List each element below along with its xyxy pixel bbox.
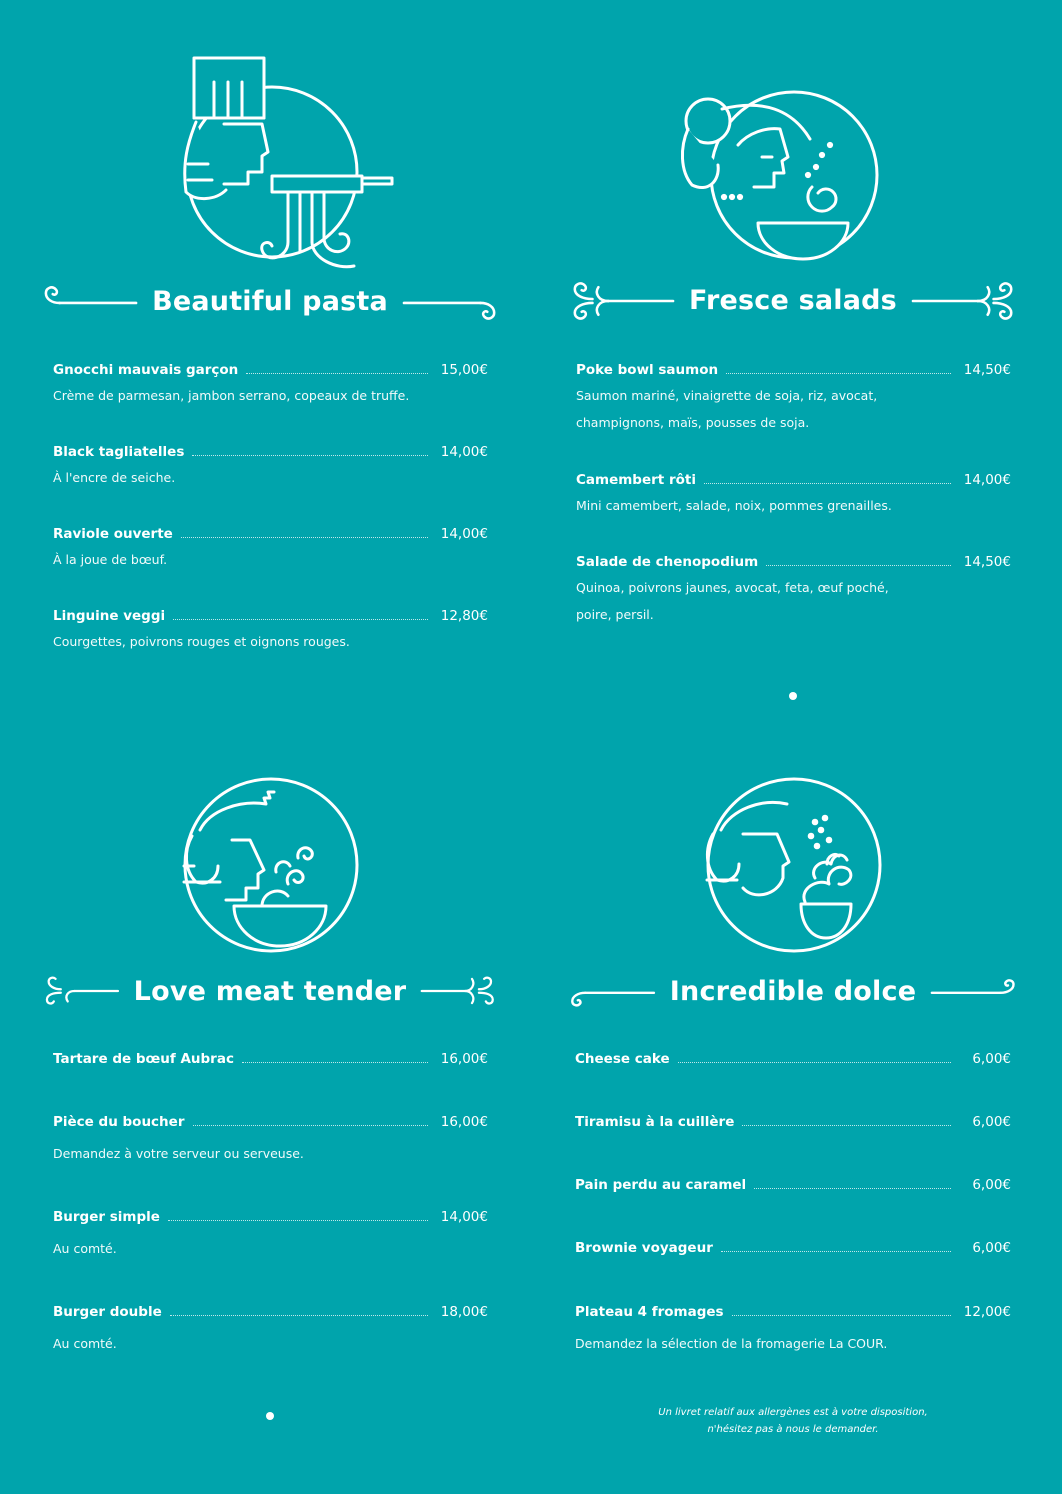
item-description: À la joue de bœuf. [53, 552, 168, 567]
bearded-man-dessert-icon [703, 774, 885, 956]
dotted-leader [181, 536, 428, 538]
menu-item [53, 526, 488, 608]
item-price: 6,00€ [972, 1240, 1011, 1256]
page-dot [789, 692, 797, 700]
menu-item [575, 1240, 1011, 1304]
item-name: Camembert rôti [576, 472, 696, 488]
dotted-leader [173, 618, 428, 620]
item-description: Au comté. [53, 1336, 117, 1351]
item-name: Linguine veggi [53, 608, 166, 624]
item-price: 14,00€ [963, 472, 1011, 488]
item-price: 14,00€ [440, 1209, 488, 1225]
item-price: 12,80€ [440, 608, 488, 624]
menu-list-salads [576, 362, 1011, 664]
item-price: 16,00€ [440, 1114, 488, 1130]
section-title: Beautiful pasta [152, 285, 388, 317]
item-price: 18,00€ [440, 1304, 488, 1320]
item-description: À l'encre de seiche. [53, 470, 176, 485]
item-description: Quinoa, poivrons jaunes, avocat, feta, œuf poché, poire, persil. [576, 580, 889, 622]
menu-list-meat [53, 1051, 488, 1399]
menu-item [575, 1304, 1011, 1368]
flourish-right-icon [930, 969, 1023, 1013]
item-price: 14,50€ [963, 362, 1011, 378]
item-price: 15,00€ [440, 362, 488, 378]
item-description: Courgettes, poivrons rouges et oignons rouges. [53, 634, 350, 649]
menu-item [575, 1114, 1011, 1177]
item-name: Burger simple [53, 1209, 160, 1225]
allergen-note [628, 1404, 958, 1438]
section-heading [40, 968, 500, 1014]
item-price: 6,00€ [972, 1114, 1011, 1130]
menu-item [53, 362, 488, 444]
flourish-right-icon [402, 281, 500, 321]
item-price: 14,00€ [440, 444, 488, 460]
section-heading [40, 278, 500, 324]
item-name: Gnocchi mauvais garçon [53, 362, 239, 378]
item-name: Burger double [53, 1304, 162, 1320]
item-name: Tiramisu à la cuillère [575, 1114, 735, 1130]
item-price: 14,50€ [963, 554, 1011, 570]
item-price: 6,00€ [972, 1051, 1011, 1067]
flourish-left-icon [40, 969, 120, 1013]
flourish-left-icon [40, 281, 138, 321]
dotted-leader [242, 1061, 428, 1063]
item-name: Plateau 4 fromages [575, 1304, 724, 1320]
menu-item [576, 362, 1011, 472]
woman-salad-icon [678, 85, 888, 265]
menu-item [576, 554, 1011, 664]
menu-item [53, 608, 488, 690]
dotted-leader [246, 372, 428, 374]
menu-item [53, 1114, 488, 1209]
dotted-leader [721, 1250, 951, 1252]
item-price: 6,00€ [972, 1177, 1011, 1193]
item-price: 12,00€ [963, 1304, 1011, 1320]
dotted-leader [732, 1314, 951, 1316]
menu-item [53, 444, 488, 526]
dotted-leader [193, 1124, 429, 1126]
item-name: Poke bowl saumon [576, 362, 719, 378]
item-price: 16,00€ [440, 1051, 488, 1067]
item-name: Salade de chenopodium [576, 554, 759, 570]
item-name: Black tagliatelles [53, 444, 185, 460]
dotted-leader [170, 1314, 428, 1316]
item-description: Mini camembert, salade, noix, pommes grenailles. [576, 498, 892, 513]
dotted-leader [766, 564, 951, 566]
item-name: Brownie voyageur [575, 1240, 713, 1256]
section-title: Incredible dolce [669, 975, 917, 1007]
dotted-leader [726, 372, 951, 374]
menu-list-pasta [53, 362, 488, 690]
item-price: 14,00€ [440, 526, 488, 542]
menu-list-dolce [575, 1051, 1011, 1368]
allergen-note-line: Un livret relatif aux allergènes est à votre disposition, [658, 1407, 928, 1418]
chef-pasta-icon [180, 52, 410, 274]
allergen-note-line: n'hésitez pas à nous le demander. [707, 1424, 879, 1435]
menu-item [53, 1209, 488, 1304]
dotted-leader [704, 482, 951, 484]
item-description: Demandez à votre serveur ou serveuse. [53, 1146, 304, 1161]
section-title: Fresce salads [689, 284, 897, 316]
section-heading [563, 968, 1023, 1014]
item-name: Pain perdu au caramel [575, 1177, 747, 1193]
man-bowl-icon [180, 774, 362, 956]
dotted-leader [192, 454, 428, 456]
dotted-leader [168, 1219, 428, 1221]
menu-item [53, 1051, 488, 1114]
menu-item [575, 1177, 1011, 1240]
item-name: Raviole ouverte [53, 526, 173, 542]
page-dot [266, 1412, 274, 1420]
item-description: Au comté. [53, 1241, 117, 1256]
dotted-leader [754, 1187, 951, 1189]
section-title: Love meat tender [133, 975, 407, 1007]
flourish-left-icon [563, 969, 656, 1013]
item-name: Tartare de bœuf Aubrac [53, 1051, 234, 1067]
dotted-leader [742, 1124, 951, 1126]
menu-item [576, 472, 1011, 554]
menu-item [53, 1304, 488, 1399]
item-description: Demandez la sélection de la fromagerie La COUR. [575, 1336, 888, 1351]
menu-item [575, 1051, 1011, 1114]
item-name: Pièce du boucher [53, 1114, 185, 1130]
dotted-leader [678, 1061, 951, 1063]
flourish-right-icon [420, 969, 500, 1013]
section-heading [563, 276, 1023, 324]
item-description: Saumon mariné, vinaigrette de soja, riz, avocat, champignons, maïs, pousses de soja. [576, 388, 878, 430]
flourish-left-icon [563, 277, 675, 323]
item-description: Crème de parmesan, jambon serrano, copeaux de truffe. [53, 388, 410, 403]
item-name: Cheese cake [575, 1051, 670, 1067]
flourish-right-icon [911, 277, 1023, 323]
